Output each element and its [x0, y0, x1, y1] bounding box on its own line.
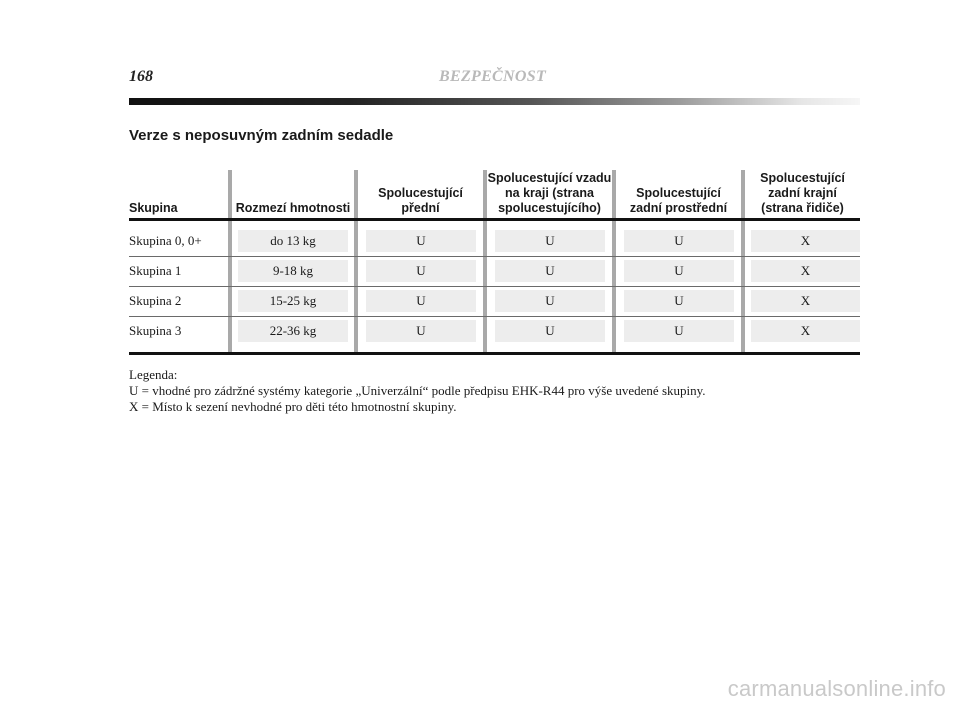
header-front: Spolucestující přední	[378, 186, 463, 215]
legend-line-u: U = vhodné pro zádržné systémy kategorie „Univerzální“ podle předpisu EHK-R44 pro výše uvedené skupiny.	[129, 383, 706, 398]
table-cell-rear-outer-passenger: U	[495, 230, 605, 252]
watermark: carmanualsonline.info	[727, 676, 946, 701]
table-cell-weight: 9-18 kg	[238, 260, 348, 282]
legend	[129, 367, 706, 415]
table-cell-group: Skupina 3	[129, 323, 182, 338]
table-cell-rear-middle: U	[624, 260, 734, 282]
table-cell-front: U	[366, 230, 476, 252]
table-cell-weight: 22-36 kg	[238, 320, 348, 342]
table-cell-front: U	[366, 260, 476, 282]
legend-line-x: X = Místo k sezení nevhodné pro děti této hmotnostní skupiny.	[129, 399, 457, 414]
header-rear-outer-driver: Spolucestující zadní krajní (strana řidiče)	[760, 171, 845, 215]
header-rear-middle: Spolucestující zadní prostřední	[629, 186, 728, 215]
row-divider	[129, 316, 860, 317]
header-rear-outer-passenger: Spolucestující vzadu na kraji (strana spolucestujícího)	[487, 171, 612, 215]
header-rule	[129, 98, 860, 105]
table-cell-front: U	[366, 320, 476, 342]
legend-title: Legenda:	[129, 367, 178, 382]
table-top-rule	[129, 218, 860, 221]
row-divider	[129, 256, 860, 257]
table-header	[129, 166, 860, 216]
seat-table	[129, 166, 860, 356]
table-cell-front: U	[366, 290, 476, 312]
table-cell-group: Skupina 2	[129, 293, 182, 308]
table-cell-rear-middle: U	[624, 320, 734, 342]
table-cell-rear-outer-driver: X	[751, 290, 860, 312]
header-weight: Rozmezí hmotnosti	[235, 201, 351, 215]
table-cell-group: Skupina 1	[129, 263, 182, 278]
table-cell-rear-middle: U	[624, 230, 734, 252]
table-cell-rear-outer-passenger: U	[495, 290, 605, 312]
table-cell-weight: 15-25 kg	[238, 290, 348, 312]
table-cell-group: Skupina 0, 0+	[129, 233, 202, 248]
table-cell-rear-outer-passenger: U	[495, 320, 605, 342]
table-cell-rear-outer-passenger: U	[495, 260, 605, 282]
table-cell-rear-outer-driver: X	[751, 320, 860, 342]
header-title: BEZPEČNOST	[439, 68, 547, 85]
table-cell-rear-middle: U	[624, 290, 734, 312]
table-cell-rear-outer-driver: X	[751, 260, 860, 282]
header-group: Skupina	[129, 201, 178, 215]
table-cell-rear-outer-driver: X	[751, 230, 860, 252]
section-title: Verze s neposuvným zadním sedadle	[129, 127, 394, 144]
row-divider	[129, 286, 860, 287]
table-cell-weight: do 13 kg	[238, 230, 348, 252]
table-bottom-rule	[129, 352, 860, 355]
page-number: 168	[129, 68, 153, 85]
